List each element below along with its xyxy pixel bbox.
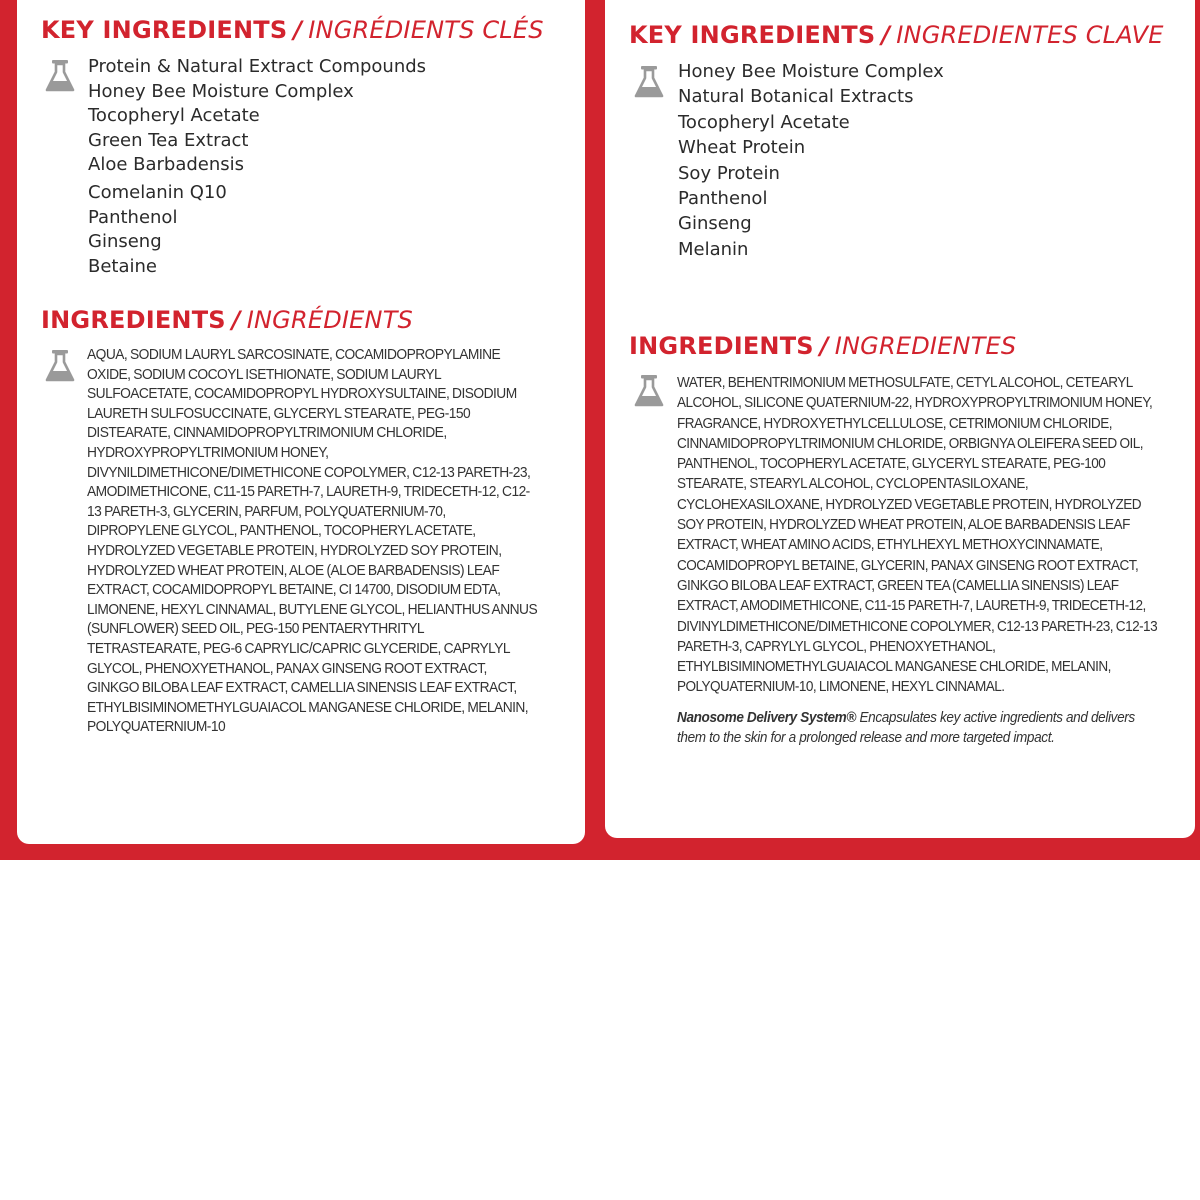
key-ingredients-heading-left — [41, 15, 544, 45]
heading-slash: / — [293, 16, 303, 44]
delivery-system-note — [677, 708, 1166, 748]
list-item: Ginseng — [88, 231, 162, 253]
list-item: Tocopheryl Acetate — [88, 105, 260, 127]
ingredients-text-right: WATER, BEHENTRIMONIUM METHOSULFATE, CETYL ALCOHOL, CETEARYL ALCOHOL, SILICONE QUATERNIUM-22, HYDROXYPROPYLTRIMONIUM HONEY, FRAGRANCE, HYDROXYETHYLCELLULOSE, CETRIMONIUM CHLORIDE, CINNAMIDOPROPYLTRIMONIUM CHLORIDE, ORBIGNYA OLEIFERA SEED OIL, PANTHENOL, TOCOPHERYL ACETATE, GLYCERYL STEARATE, PEG-100 STEARATE, STEARYL ALCOHOL, CYCLOPENTASILOXANE, CYCLOHEXASILOXANE, HYDROLYZED VEGETABLE PROTEIN, HYDROLYZED SOY PROTEIN, HYDROLYZED WHEAT PROTEIN, ALOE BARBADENSIS LEAF EXTRACT, WHEAT AMINO ACIDS, ETHYLHEXYL METHOXYCINNAMATE, COCAMIDOPROPYL BETAINE, GLYCERIN, PANAX GINSENG ROOT EXTRACT, GINKGO BILOBA LEAF EXTRACT, GREEN TEA (CAMELLIA SINENSIS) LEAF EXTRACT, AMODIMETHICONE, C11-15 PARETH-7, LAURETH-9, TRIDECETH-12, DIVINYLDIMETHICONE/DIMETHICONE COPOLYMER, C12-13 PARETH-23, C12-13 PARETH-3, CAPRYLYL GLYCOL, PHENOXYETHANOL, ETHYLBISIMINOMETHYLGUAIACOL MANGANESE CHLORIDE, MELANIN, POLYQUATERNIUM-10, LIMONENE, HEXYL CINNAMAL. — [677, 374, 1158, 696]
heading-spanish: INGREDIENTES — [834, 332, 1017, 360]
heading-english: KEY INGREDIENTS — [41, 16, 288, 44]
flask-icon — [634, 373, 664, 407]
note-text: Encapsulates key active ingredients and delivers them to the skin for a prolonged release and more targeted impact. — [677, 709, 1135, 746]
ingredients-panel-right — [605, 0, 1195, 838]
flask-icon — [45, 58, 75, 92]
ingredients-panel-left — [17, 0, 585, 844]
heading-slash: / — [819, 332, 829, 360]
list-item: Wheat Protein — [678, 137, 806, 159]
list-item: Melanin — [678, 238, 749, 260]
key-ingredients-list-right — [678, 59, 944, 262]
list-item: Ginseng — [678, 213, 752, 235]
heading-french: INGRÉDIENTS — [246, 306, 413, 334]
heading-spanish: INGREDIENTES CLAVE — [896, 21, 1164, 49]
list-item: Protein & Natural Extract Compounds — [88, 56, 427, 77]
heading-french: INGRÉDIENTS CLÉS — [308, 16, 544, 44]
list-item: Panthenol — [88, 206, 178, 228]
heading-english: INGREDIENTS — [41, 306, 226, 334]
list-item: Natural Botanical Extracts — [678, 86, 914, 108]
ingredients-heading-right — [629, 331, 1016, 361]
list-item: Comelanin Q10 — [88, 181, 227, 203]
heading-slash: / — [231, 306, 241, 334]
flask-icon — [45, 348, 75, 382]
list-item: Tocopheryl Acetate — [678, 111, 850, 133]
list-item: Aloe Barbadensis — [88, 154, 245, 176]
heading-english: KEY INGREDIENTS — [629, 21, 876, 49]
key-ingredients-heading-right — [629, 20, 1164, 50]
heading-english: INGREDIENTS — [629, 332, 814, 360]
ingredients-text-left: AQUA, SODIUM LAURYL SARCOSINATE, COCAMIDOPROPYLAMINE OXIDE, SODIUM COCOYL ISETHIONATE, SODIUM LAURYL SULFOACETATE, COCAMIDOPROPYL HYDROXYSULTAINE, DISODIUM LAURETH SULFOSUCCINATE, GLYCERYL STEARATE, PEG-150 DISTEARATE, CINNAMIDOPROPYLTRIMONIUM CHLORIDE, HYDROXYPROPYLTRIMONIUM HONEY, DIVYNILDIMETHICONE/DIMETHICONE COPOLYMER, C12-13 PARETH-23, AMODIMETHICONE, C11-15 PARETH-7, LAURETH-9, TRIDECETH-12, C12-13 PARETH-3, GLYCERIN, PARFUM, POLYQUATERNIUM-70, DIPROPYLENE GLYCOL, PANTHENOL, TOCOPHERYL ACETATE, HYDROLYZED VEGETABLE PROTEIN, HYDROLYZED SOY PROTEIN, HYDROLYZED WHEAT PROTEIN, ALOE (ALOE BARBADENSIS) LEAF EXTRACT, COCAMIDOPROPYL BETAINE, CI 14700, DISODIUM EDTA, LIMONENE, HEXYL CINNAMAL, BUTYLENE GLYCOL, HELIANTHUS ANNUS (SUNFLOWER) SEED OIL, PEG-150 PENTAERYTHRITYL TETRASTEARATE, PEG-6 CAPRYLIC/CAPRIC GLYCERIDE, CAPRYLYL GLYCOL, PHENOXYETHANOL, PANAX GINSENG ROOT EXTRACT, GINKGO BILOBA LEAF EXTRACT, CAMELLIA SINENSIS LEAF EXTRACT, ETHYLBISIMINOMETHYLGUAIACOL MANGANESE CHLORIDE, MELANIN, POLYQUATERNIUM-10 — [87, 346, 538, 736]
note-bold-label: Nanosome Delivery System® — [677, 709, 857, 726]
list-item: Green Tea Extract — [88, 129, 249, 151]
list-item: Soy Protein — [678, 162, 780, 184]
list-item: Panthenol — [678, 187, 768, 209]
key-ingredients-list-left — [88, 55, 426, 279]
heading-slash: / — [881, 21, 891, 49]
list-item: Betaine — [88, 255, 157, 277]
list-item: Honey Bee Moisture Complex — [678, 61, 944, 82]
flask-icon — [634, 64, 664, 98]
list-item: Honey Bee Moisture Complex — [88, 80, 354, 102]
ingredients-heading-left — [41, 305, 413, 335]
